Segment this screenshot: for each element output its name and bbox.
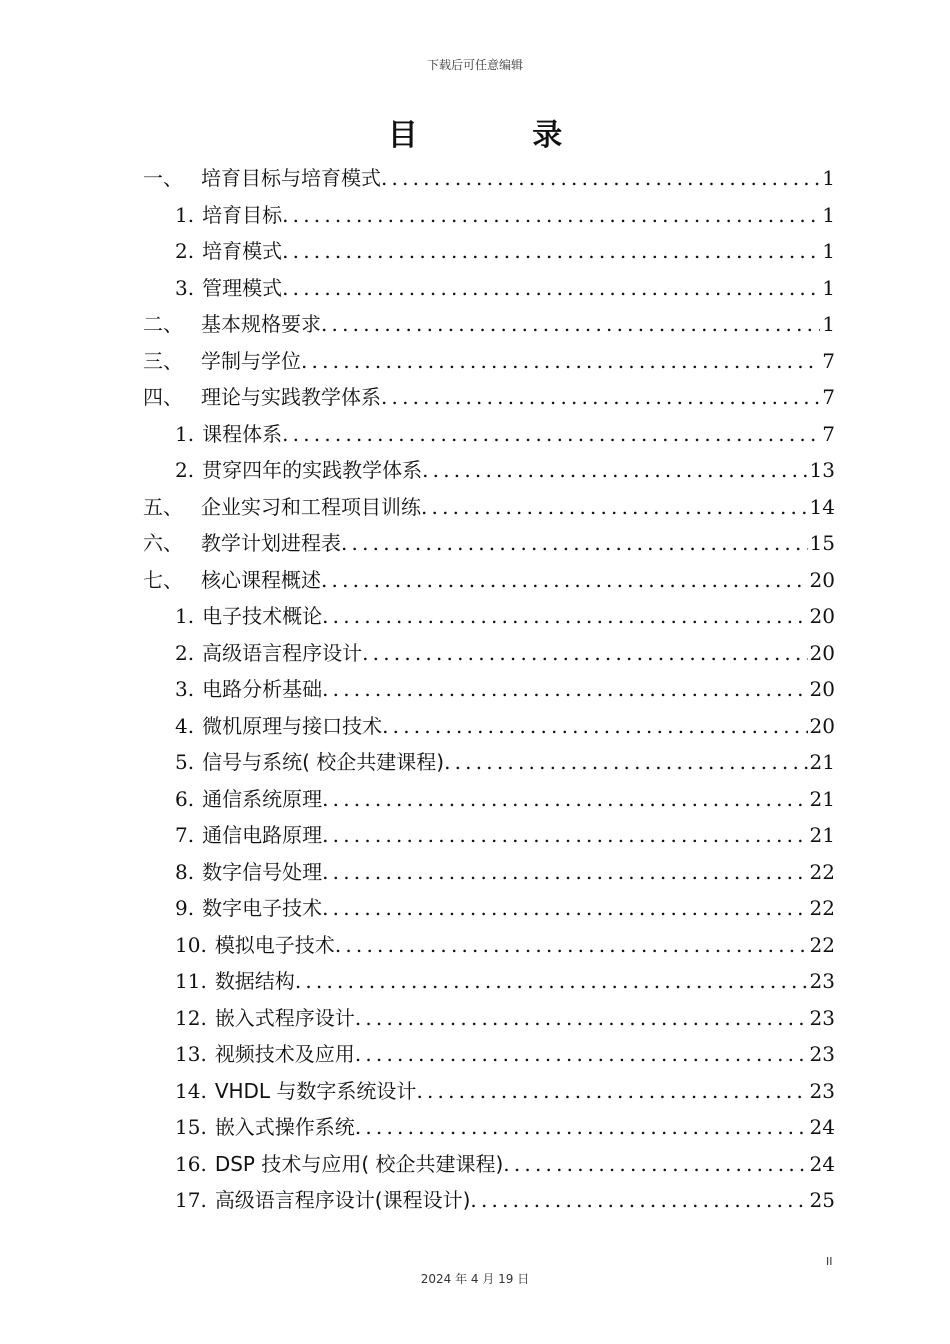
toc-entry[interactable] xyxy=(143,525,835,562)
toc-entry-number: 15. xyxy=(175,1115,207,1139)
toc-leader-dots xyxy=(282,197,820,234)
toc-entry[interactable] xyxy=(143,598,835,635)
toc-entry-label: 数据结构 xyxy=(214,969,295,993)
toc-leader-dots xyxy=(335,927,808,964)
toc-leader-dots xyxy=(355,1000,808,1037)
page-footer-date: 2024 年 4 月 19 日 xyxy=(420,1272,530,1286)
toc-entry-page: 20 xyxy=(809,677,835,701)
toc-entry-number: 2. xyxy=(175,239,195,263)
toc-leader-dots xyxy=(416,1073,807,1110)
toc-entry-page: 20 xyxy=(809,713,835,738)
toc-entry-number: 一、 xyxy=(143,166,183,190)
toc-entry[interactable] xyxy=(143,489,835,526)
toc-entry[interactable] xyxy=(143,343,835,380)
toc-leader-dots xyxy=(322,854,807,891)
page-header: 下载后可任意编辑 xyxy=(426,58,523,72)
toc-leader-dots xyxy=(362,635,807,672)
toc-entry-label: 管理模式 xyxy=(202,275,283,300)
toc-entry-page: 1 xyxy=(822,312,835,336)
toc-entry[interactable] xyxy=(143,379,835,416)
toc-entry-page: 1 xyxy=(822,239,835,263)
toc-leader-dots xyxy=(301,343,820,380)
toc-entry-number: 13. xyxy=(175,1042,207,1066)
toc-entry[interactable] xyxy=(143,1146,835,1183)
toc-entry-label: 模拟电子技术 xyxy=(214,932,335,957)
toc-entry-number: 1. xyxy=(175,421,195,446)
toc-entry-number: 3. xyxy=(175,677,195,701)
toc-entry[interactable] xyxy=(143,927,835,964)
toc-entry[interactable] xyxy=(143,197,835,234)
toc-entry[interactable] xyxy=(143,160,835,197)
toc-leader-dots xyxy=(321,306,820,343)
toc-entry-number: 7. xyxy=(175,823,195,847)
toc-entry-label: 电路分析基础 xyxy=(202,677,323,701)
toc-entry-number: 5. xyxy=(175,750,195,774)
toc-leader-dots xyxy=(322,671,807,708)
toc-entry-label: 电子技术概论 xyxy=(202,604,323,628)
toc-entry-page: 7 xyxy=(822,385,835,409)
toc-leader-dots xyxy=(322,781,807,818)
toc-entry-page: 23 xyxy=(809,1005,835,1030)
toc-entry-number: 10. xyxy=(175,932,207,957)
toc-entry-label: 通信电路原理 xyxy=(202,823,323,847)
toc-entry-page: 7 xyxy=(822,421,835,446)
toc-leader-dots xyxy=(322,598,807,635)
toc-entry[interactable] xyxy=(143,270,835,307)
toc-entry-page: 23 xyxy=(809,1078,835,1103)
toc-entry-label: 微机原理与接口技术 xyxy=(202,713,383,738)
toc-entry[interactable] xyxy=(143,233,835,270)
toc-entry[interactable] xyxy=(143,817,835,854)
toc-entry-page: 24 xyxy=(809,1151,835,1176)
toc-leader-dots xyxy=(382,708,807,745)
toc-entry-number: 2. xyxy=(175,640,195,665)
table-of-contents xyxy=(143,160,835,1219)
toc-entry-number: 3. xyxy=(175,275,195,300)
toc-entry-number: 16. xyxy=(175,1151,207,1176)
toc-entry-label: 贯穿四年的实践教学体系 xyxy=(202,458,423,482)
toc-entry-page: 22 xyxy=(809,932,835,957)
toc-entry-number: 17. xyxy=(175,1188,207,1212)
toc-entry-page: 1 xyxy=(822,166,835,190)
toc-leader-dots xyxy=(381,160,820,197)
toc-leader-dots xyxy=(322,817,807,854)
toc-entry[interactable] xyxy=(143,1109,835,1146)
page-number: II xyxy=(826,1255,833,1268)
toc-entry-label: 理论与实践教学体系 xyxy=(201,385,381,409)
toc-entry[interactable] xyxy=(143,744,835,781)
toc-entry[interactable] xyxy=(143,306,835,343)
toc-entry-number: 12. xyxy=(175,1005,207,1030)
toc-entry-page: 14 xyxy=(809,494,835,519)
toc-leader-dots xyxy=(321,562,808,599)
toc-entry-page: 1 xyxy=(822,202,835,227)
toc-leader-dots xyxy=(444,744,807,781)
toc-entry[interactable] xyxy=(143,963,835,1000)
toc-entry[interactable] xyxy=(143,562,835,599)
toc-entry-number: 1. xyxy=(175,202,195,227)
toc-entry-label: 课程体系 xyxy=(202,421,283,446)
toc-entry-page: 21 xyxy=(809,823,835,847)
toc-entry-page: 7 xyxy=(822,348,835,373)
toc-entry-number: 三、 xyxy=(143,348,183,373)
toc-entry-number: 二、 xyxy=(143,312,183,336)
toc-leader-dots xyxy=(295,963,808,1000)
toc-entry[interactable] xyxy=(143,635,835,672)
toc-entry-label: 通信系统原理 xyxy=(202,786,323,811)
toc-entry-label: 视频技术及应用 xyxy=(214,1042,355,1066)
toc-entry[interactable] xyxy=(143,671,835,708)
toc-entry-label: 基本规格要求 xyxy=(201,312,321,336)
page-title: 目 录 xyxy=(387,118,615,153)
toc-entry-page: 20 xyxy=(809,640,835,665)
toc-entry[interactable] xyxy=(143,452,835,489)
toc-entry-number: 8. xyxy=(175,859,195,884)
toc-entry[interactable] xyxy=(143,890,835,927)
toc-entry-number: 6. xyxy=(175,786,195,811)
toc-leader-dots xyxy=(422,452,807,489)
toc-entry-label: 学制与学位 xyxy=(201,348,301,373)
toc-entry[interactable] xyxy=(143,1036,835,1073)
toc-entry[interactable] xyxy=(143,781,835,818)
toc-leader-dots xyxy=(355,1109,808,1146)
toc-entry-label: VHDL 与数字系统设计 xyxy=(214,1078,417,1103)
toc-entry-label: 核心课程概述 xyxy=(201,567,321,592)
toc-entry[interactable] xyxy=(143,708,835,745)
toc-entry-page: 1 xyxy=(822,275,835,300)
toc-leader-dots xyxy=(381,379,820,416)
toc-entry-page: 15 xyxy=(809,531,835,555)
toc-entry-page: 23 xyxy=(809,1042,835,1066)
toc-entry-label: 高级语言程序设计 xyxy=(202,640,363,665)
toc-entry-page: 20 xyxy=(809,604,835,628)
toc-entry[interactable] xyxy=(143,1000,835,1037)
toc-leader-dots xyxy=(322,890,807,927)
toc-entry-label: 数字信号处理 xyxy=(202,859,323,884)
toc-entry-page: 20 xyxy=(809,567,835,592)
toc-entry-label: 信号与系统( 校企共建课程) xyxy=(202,750,445,774)
toc-entry[interactable] xyxy=(143,854,835,891)
toc-leader-dots xyxy=(470,1182,807,1219)
toc-entry-number: 11. xyxy=(175,969,207,993)
toc-entry-page: 22 xyxy=(809,896,835,920)
toc-entry-label: 培育模式 xyxy=(202,239,283,263)
toc-entry-label: 教学计划进程表 xyxy=(201,531,341,555)
toc-entry[interactable] xyxy=(143,1182,835,1219)
toc-entry-label: 数字电子技术 xyxy=(202,896,323,920)
toc-entry-number: 4. xyxy=(175,713,195,738)
toc-entry-number: 五、 xyxy=(143,494,183,519)
toc-entry-number: 六、 xyxy=(143,531,183,555)
toc-leader-dots xyxy=(341,525,808,562)
toc-leader-dots xyxy=(282,416,820,453)
toc-entry[interactable] xyxy=(143,1073,835,1110)
toc-entry-label: 嵌入式操作系统 xyxy=(214,1115,355,1139)
toc-leader-dots xyxy=(355,1036,808,1073)
toc-leader-dots xyxy=(503,1146,807,1183)
toc-entry-label: DSP 技术与应用( 校企共建课程) xyxy=(214,1151,504,1176)
toc-entry-number: 2. xyxy=(175,458,195,482)
toc-leader-dots xyxy=(282,233,820,270)
toc-entry-page: 13 xyxy=(809,458,835,482)
toc-entry-page: 22 xyxy=(809,859,835,884)
toc-entry-label: 企业实习和工程项目训练 xyxy=(201,494,421,519)
toc-entry-number: 9. xyxy=(175,896,195,920)
toc-leader-dots xyxy=(282,270,820,307)
toc-entry-page: 23 xyxy=(809,969,835,993)
toc-entry-page: 24 xyxy=(809,1115,835,1139)
toc-leader-dots xyxy=(421,489,808,526)
toc-entry-number: 1. xyxy=(175,604,195,628)
toc-entry-label: 培育目标与培育模式 xyxy=(201,166,381,190)
toc-entry-label: 嵌入式程序设计 xyxy=(214,1005,355,1030)
toc-entry-label: 高级语言程序设计(课程设计) xyxy=(214,1188,471,1212)
toc-entry[interactable] xyxy=(143,416,835,453)
toc-entry-page: 25 xyxy=(809,1188,835,1212)
toc-entry-number: 四、 xyxy=(143,385,183,409)
toc-entry-label: 培育目标 xyxy=(202,202,283,227)
toc-entry-number: 七、 xyxy=(143,567,183,592)
toc-entry-page: 21 xyxy=(809,786,835,811)
toc-entry-page: 21 xyxy=(809,750,835,774)
toc-entry-number: 14. xyxy=(175,1078,207,1103)
